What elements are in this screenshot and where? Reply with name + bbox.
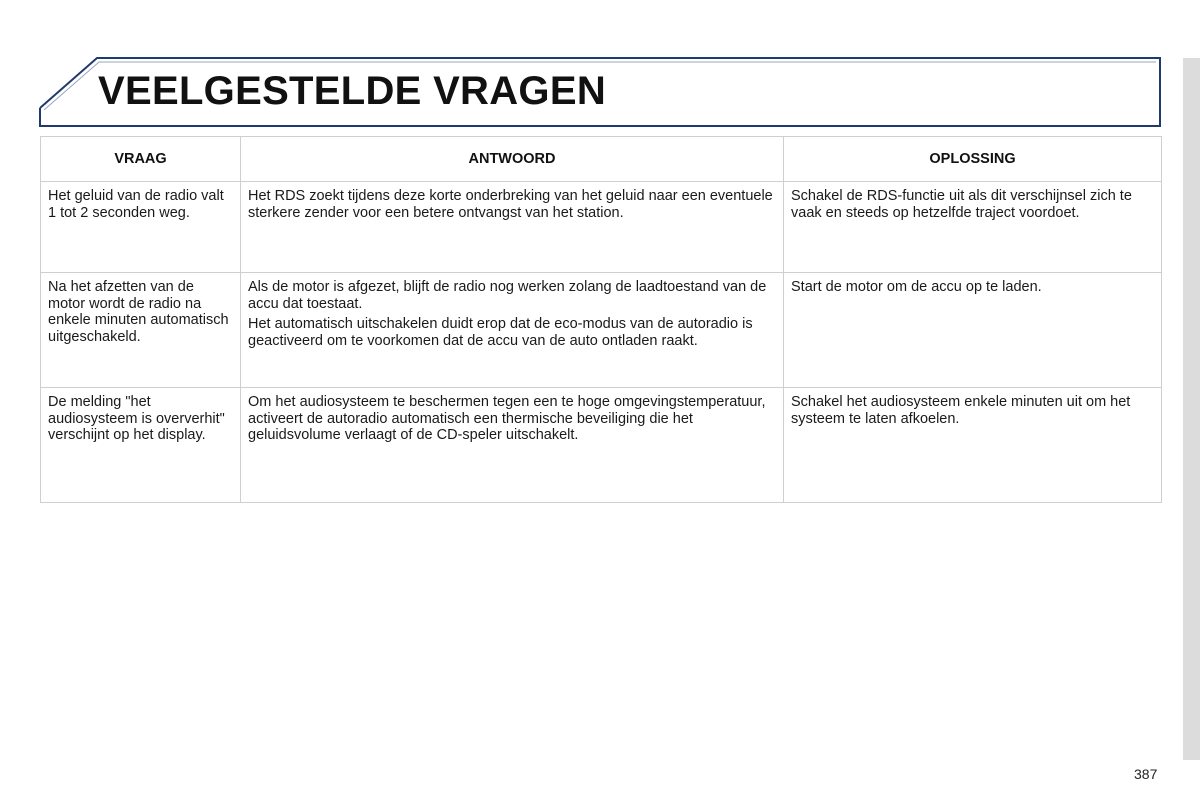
table-header-row [41, 137, 1162, 182]
column-header-solution: OPLOSSING [784, 137, 1162, 182]
answer-paragraph: Het automatisch uitschakelen duidt erop dat de eco-modus van de autoradio is geactiveerd om te voorkomen dat de accu van de auto ontladen raakt. [248, 316, 753, 349]
column-header-answer: ANTWOORD [241, 137, 784, 182]
answer-paragraph: Het RDS zoekt tijdens deze korte onderbreking van het geluid naar een eventuele sterkere zender voor een betere ontvangst van het station. [248, 188, 773, 221]
table-row [41, 273, 1162, 388]
question-cell: Na het afzetten van de motor wordt de radio na enkele minuten automatisch uitgeschakeld. [41, 273, 241, 388]
solution-cell: Schakel de RDS-functie uit als dit verschijnsel zich te vaak en steeds op hetzelfde traject voordoet. [784, 182, 1162, 273]
question-cell: De melding "het audiosysteem is oververhit" verschijnt op het display. [41, 388, 241, 503]
answer-cell [241, 182, 784, 273]
answer-cell [241, 273, 784, 388]
column-header-question: VRAAG [41, 137, 241, 182]
solution-cell: Schakel het audiosysteem enkele minuten uit om het systeem te laten afkoelen. [784, 388, 1162, 503]
faq-table [40, 136, 1162, 503]
question-cell: Het geluid van de radio valt 1 tot 2 seconden weg. [41, 182, 241, 273]
answer-paragraph: Als de motor is afgezet, blijft de radio nog werken zolang de laadtoestand van de accu dat toestaat. [248, 279, 767, 312]
answer-cell [241, 388, 784, 503]
answer-paragraph: Om het audiosysteem te beschermen tegen een te hoge omgevingstemperatuur, activeert de autoradio automatisch een thermische beveiliging die het geluidsvolume verlaagt of de CD-speler uitschakelt. [248, 394, 766, 443]
table-row [41, 388, 1162, 503]
page-title: VEELGESTELDE VRAGEN [98, 69, 607, 113]
table-row [41, 182, 1162, 273]
page-number: 387 [1134, 766, 1158, 782]
solution-cell: Start de motor om de accu op te laden. [784, 273, 1162, 388]
side-tab-bar [1183, 58, 1200, 760]
